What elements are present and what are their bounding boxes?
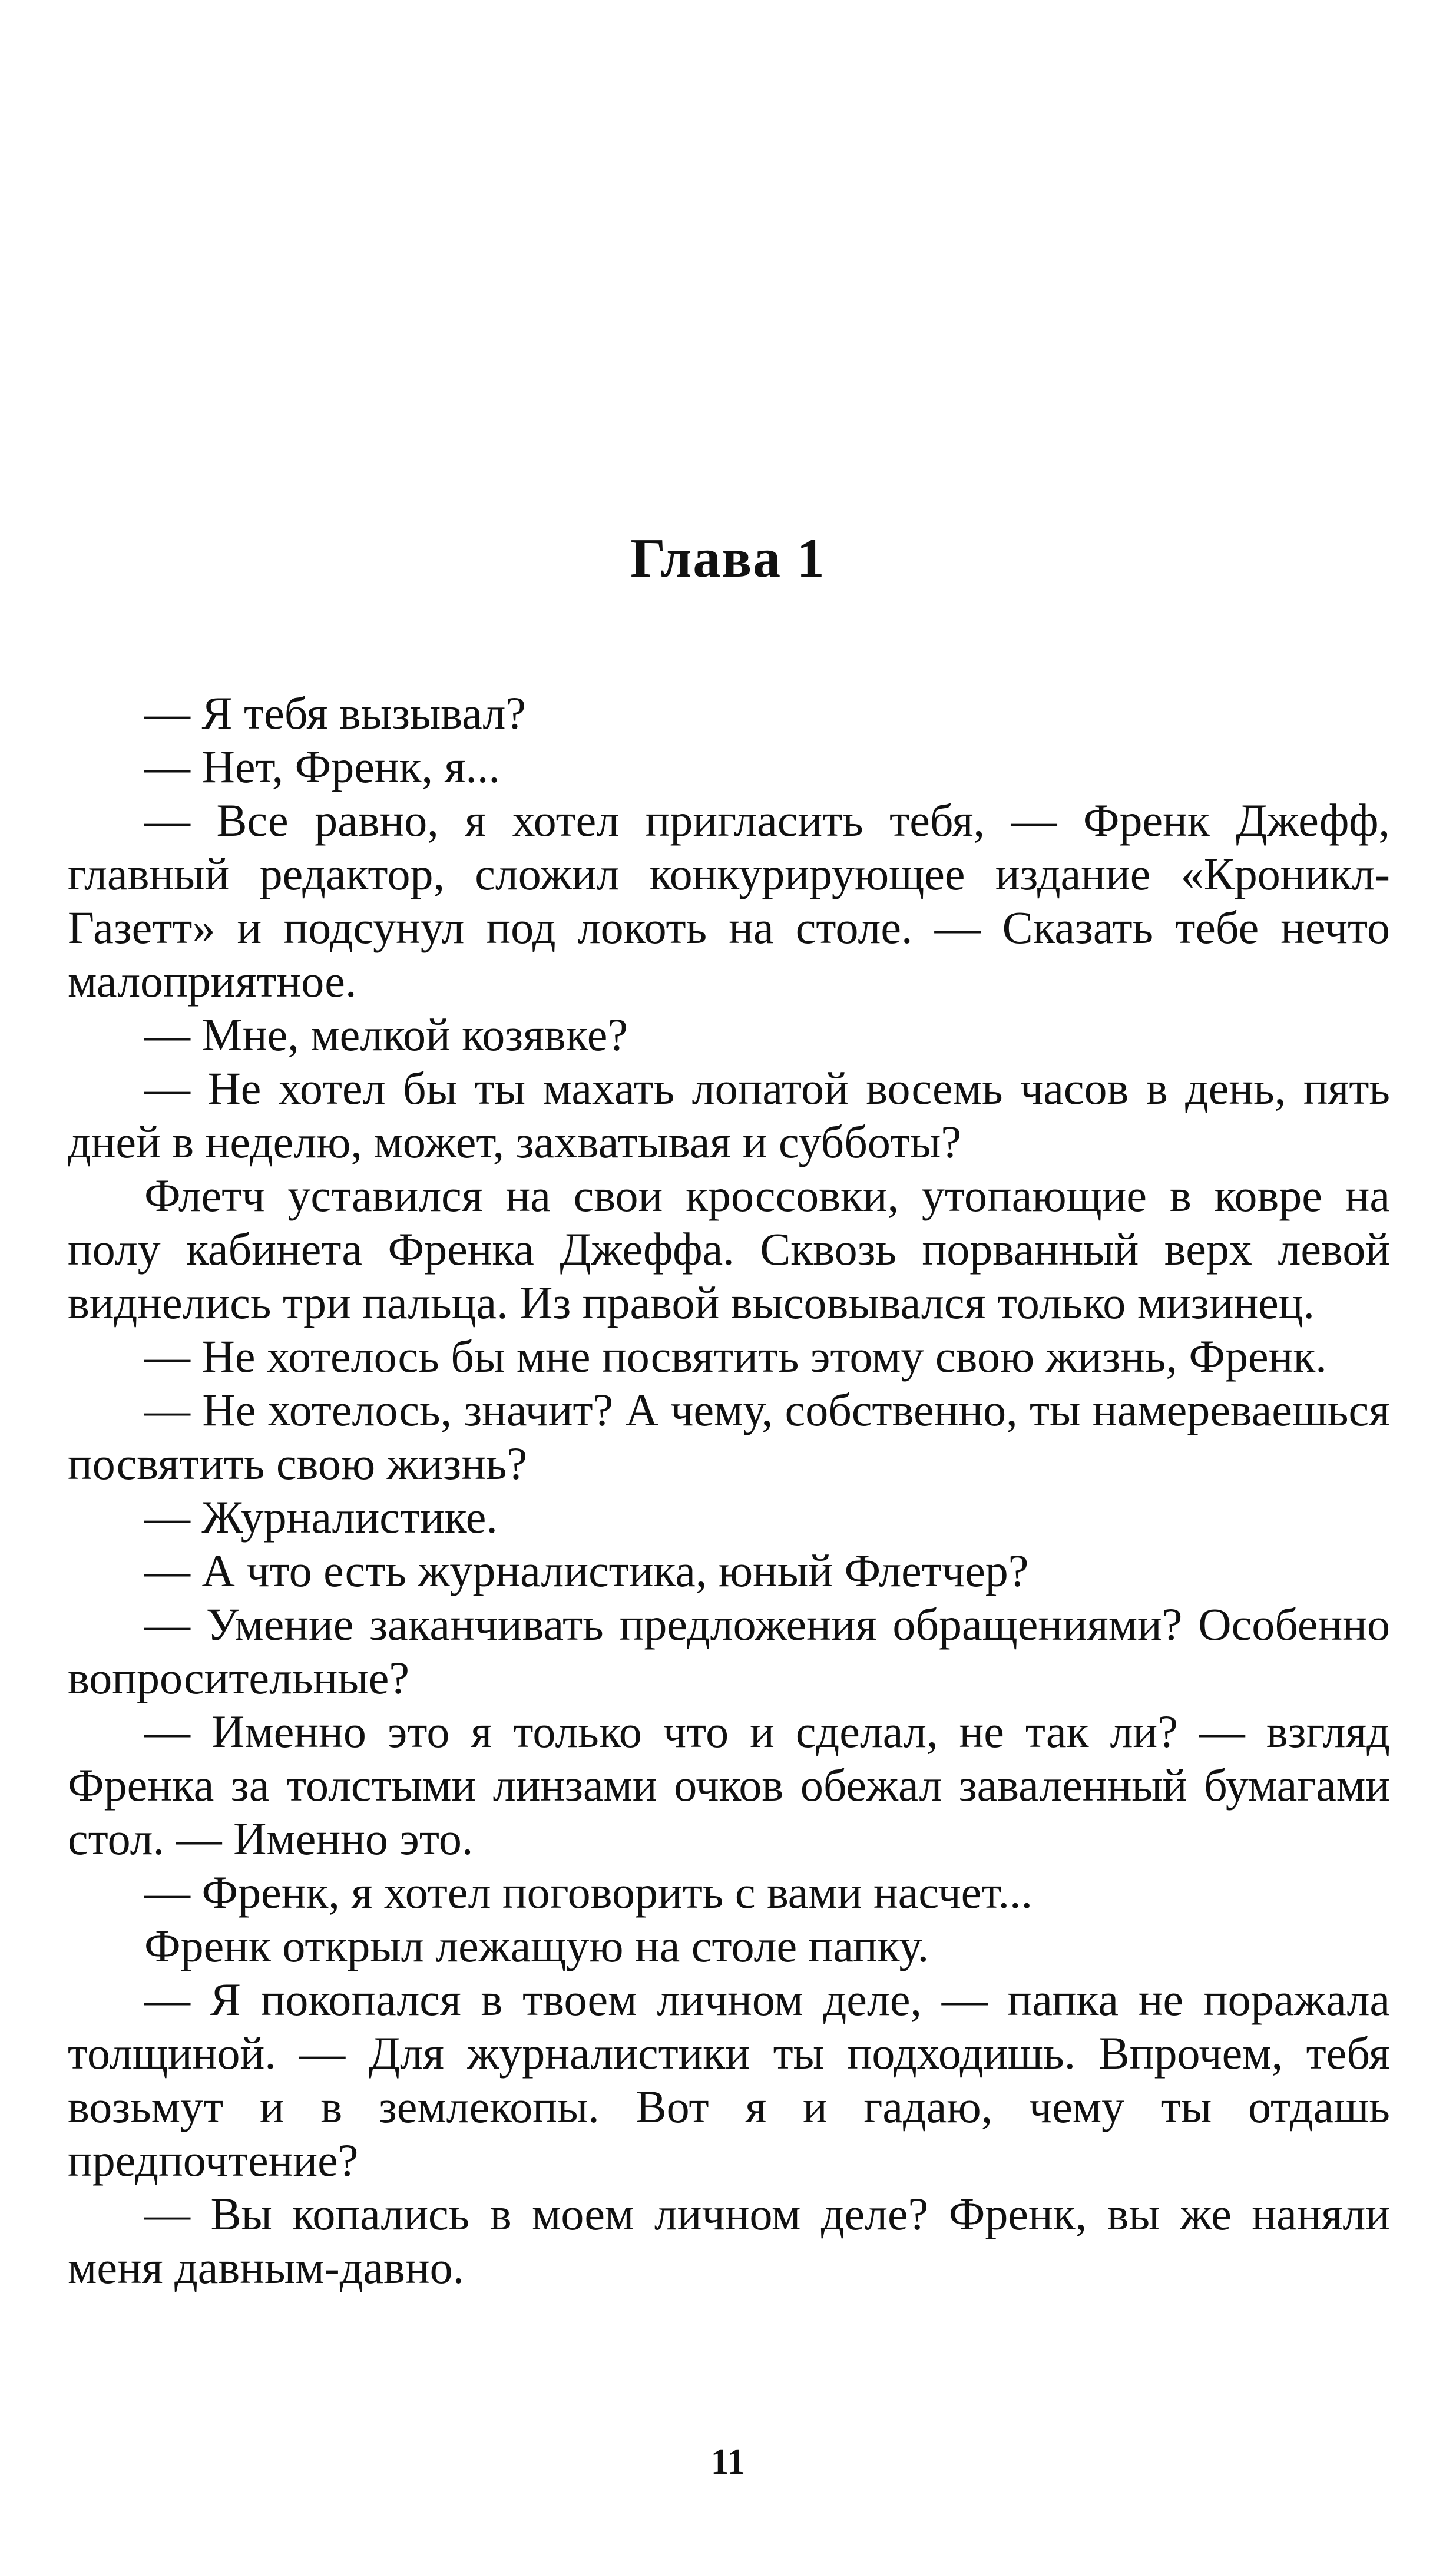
paragraph: Флетч уставился на свои кроссовки, утопающие в ковре на полу кабинета Френка Джеффа. Сквозь порванный верх левой виднелись три пальца. Из правой высовывался только мизинец. — [68, 1170, 1390, 1328]
paragraph: — Журналистике. — [144, 1491, 498, 1543]
paragraph: — Нет, Френк, я... — [144, 741, 500, 792]
paragraph: — Именно это я только что и сделал, не так ли? — взгляд Френка за толстыми линзами очков обежал заваленный бумагами стол. — Именно это. — [68, 1706, 1390, 1864]
paragraph: — Не хотелось бы мне посвятить этому свою жизнь, Френк. — [144, 1331, 1327, 1382]
paragraph: — Я тебя вызывал? — [144, 687, 526, 739]
paragraph: — Мне, мелкой козявке? — [144, 1009, 628, 1060]
chapter-text — [68, 686, 1390, 2294]
chapter-title: Глава 1 — [630, 527, 826, 589]
paragraph: — А что есть журналистика, юный Флетчер? — [144, 1545, 1029, 1596]
page-number: 11 — [710, 2442, 746, 2482]
paragraph: — Вы копались в моем личном деле? Френк, вы же наняли меня давным-давно. — [68, 2188, 1390, 2293]
paragraph: — Я покопался в твоем личном деле, — папка не поражала толщиной. — Для журналистики ты подходишь. Впрочем, тебя возьмут и в землекопы. Вот я и гадаю, чему ты отдашь предпочтение? — [68, 1974, 1390, 2186]
paragraph: — Умение заканчивать предложения обращениями? Особенно вопросительные? — [68, 1599, 1390, 1703]
paragraph: — Не хотелось, значит? А чему, собственно, ты намереваешься посвятить свою жизнь? — [68, 1384, 1390, 1489]
paragraph: — Френк, я хотел поговорить с вами насчет... — [144, 1867, 1033, 1918]
paragraph: — Не хотел бы ты махать лопатой восемь часов в день, пять дней в неделю, может, захватывая и субботы? — [68, 1063, 1390, 1167]
paragraph: Френк открыл лежащую на столе папку. — [144, 1920, 929, 1971]
paragraph: — Все равно, я хотел пригласить тебя, — Френк Джефф, главный редактор, сложил конкурирующее издание «Кроникл-Газетт» и подсунул под локоть на столе. — Сказать тебе нечто малоприятное. — [68, 795, 1390, 1007]
